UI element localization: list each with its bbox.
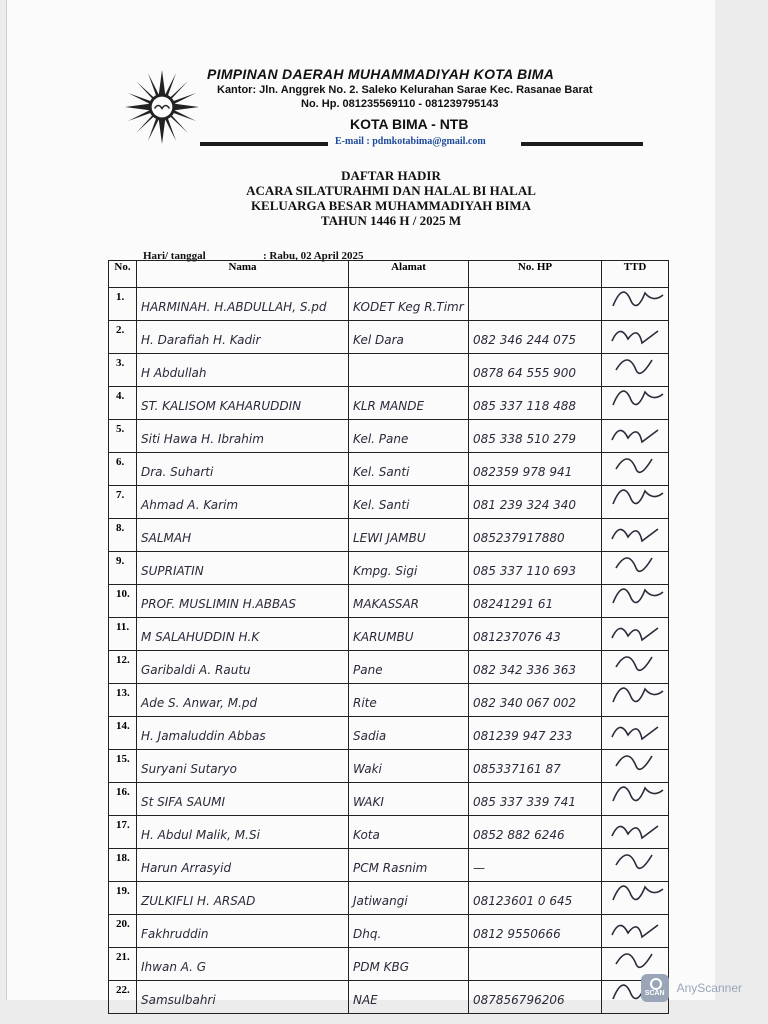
attendee-phone: 081237076 43 <box>469 618 602 651</box>
attendee-phone: 082 346 244 075 <box>469 321 602 354</box>
doc-title: DAFTAR HADIR <box>341 168 441 183</box>
attendee-phone <box>469 948 602 981</box>
signature-cell <box>602 420 669 453</box>
date-label: Hari/ tanggal <box>143 250 206 262</box>
attendee-name: Dra. Suharti <box>137 453 349 486</box>
col-header-hp: No. HP <box>469 261 602 288</box>
attendee-address: MAKASSAR <box>349 585 469 618</box>
row-number: 7. <box>109 486 137 519</box>
handwritten-signature <box>608 515 668 549</box>
attendee-name: ZULKIFLI H. ARSAD <box>137 882 349 915</box>
signature-cell <box>602 618 669 651</box>
signature-cell <box>602 519 669 552</box>
handwritten-signature <box>608 845 668 879</box>
table-row <box>109 420 669 453</box>
signature-cell <box>602 783 669 816</box>
scanner-watermark <box>641 974 742 1002</box>
signature-cell <box>602 816 669 849</box>
attendee-address: PCM Rasnim <box>349 849 469 882</box>
attendee-name: M SALAHUDDIN H.K <box>137 618 349 651</box>
handwritten-signature <box>608 944 668 978</box>
handwritten-signature <box>608 416 668 450</box>
attendee-phone: 0878 64 555 900 <box>469 354 602 387</box>
row-number: 14. <box>109 717 137 750</box>
signature-cell <box>602 882 669 915</box>
table-header-row <box>109 261 669 288</box>
attendee-name: Ihwan A. G <box>137 948 349 981</box>
signature-cell <box>602 552 669 585</box>
office-phone: No. Hp. 081235569110 - 081239795143 <box>301 98 499 110</box>
table-row <box>109 453 669 486</box>
table-row <box>109 816 669 849</box>
handwritten-signature <box>608 317 668 351</box>
attendee-address: PDM KBG <box>349 948 469 981</box>
row-number: 6. <box>109 453 137 486</box>
table-row <box>109 585 669 618</box>
table-row <box>109 387 669 420</box>
signature-cell <box>602 750 669 783</box>
table-row <box>109 354 669 387</box>
attendee-address: KODET Keg R.Timr <box>349 288 469 321</box>
attendee-phone: 082359 978 941 <box>469 453 602 486</box>
attendee-address: Waki <box>349 750 469 783</box>
attendee-name: Ahmad A. Karim <box>137 486 349 519</box>
attendee-phone: 08241291 61 <box>469 585 602 618</box>
attendee-address: Kel. Santi <box>349 486 469 519</box>
col-header-no: No. <box>109 261 137 288</box>
col-header-nama: Nama <box>137 261 349 288</box>
attendee-name: Samsulbahri <box>137 981 349 1014</box>
attendee-name: St SIFA SAUMI <box>137 783 349 816</box>
handwritten-signature <box>608 383 668 417</box>
signature-cell <box>602 354 669 387</box>
organization-name: PIMPINAN DAERAH MUHAMMADIYAH KOTA BIMA <box>207 66 555 82</box>
header-rule-left <box>200 142 328 146</box>
attendee-address: Pane <box>349 651 469 684</box>
attendee-phone: — <box>469 849 602 882</box>
row-number: 19. <box>109 882 137 915</box>
row-number: 5. <box>109 420 137 453</box>
signature-cell <box>602 585 669 618</box>
date-value: : Rabu, 02 April 2025 <box>263 250 364 262</box>
row-number: 20. <box>109 915 137 948</box>
row-number: 3. <box>109 354 137 387</box>
signature-cell <box>602 453 669 486</box>
doc-subtitle-year: TAHUN 1446 H / 2025 M <box>320 213 462 228</box>
attendee-address: KLR MANDE <box>349 387 469 420</box>
attendee-name: H. Darafiah H. Kadir <box>137 321 349 354</box>
attendee-phone: 085 337 339 741 <box>469 783 602 816</box>
watermark-label: AnyScanner <box>676 981 742 995</box>
attendee-address <box>349 354 469 387</box>
attendee-address: Rite <box>349 684 469 717</box>
attendee-address: Jatiwangi <box>349 882 469 915</box>
table-row <box>109 750 669 783</box>
muhammadiyah-sun-logo <box>125 70 199 144</box>
table-row <box>109 288 669 321</box>
handwritten-signature <box>608 614 668 648</box>
scanner-camera-icon: SCAN <box>641 974 669 1002</box>
handwritten-signature <box>608 581 668 615</box>
attendee-phone: 082 340 067 002 <box>469 684 602 717</box>
row-number: 13. <box>109 684 137 717</box>
handwritten-signature <box>608 449 668 483</box>
table-row <box>109 948 669 981</box>
attendee-name: Ade S. Anwar, M.pd <box>137 684 349 717</box>
table-row <box>109 849 669 882</box>
table-row <box>109 717 669 750</box>
signature-cell <box>602 288 669 321</box>
attendee-name: PROF. MUSLIMIN H.ABBAS <box>137 585 349 618</box>
col-header-alamat: Alamat <box>349 261 469 288</box>
doc-subtitle-event: ACARA SILATURAHMI DAN HALAL BI HALAL <box>246 183 536 198</box>
row-number: 21. <box>109 948 137 981</box>
signature-cell <box>602 321 669 354</box>
table-row <box>109 915 669 948</box>
row-number: 4. <box>109 387 137 420</box>
row-number: 1. <box>109 288 137 321</box>
attendance-table <box>108 260 669 1014</box>
signature-cell <box>602 684 669 717</box>
attendee-name: Suryani Sutaryo <box>137 750 349 783</box>
signature-cell <box>602 486 669 519</box>
attendee-address: WAKI <box>349 783 469 816</box>
handwritten-signature <box>608 284 668 318</box>
table-row <box>109 651 669 684</box>
signature-cell <box>602 849 669 882</box>
row-number: 15. <box>109 750 137 783</box>
handwritten-signature <box>608 713 668 747</box>
handwritten-signature <box>608 482 668 516</box>
header-rule-right <box>521 142 643 146</box>
handwritten-signature <box>608 779 668 813</box>
attendee-address: Kel. Santi <box>349 453 469 486</box>
row-number: 2. <box>109 321 137 354</box>
attendee-name: H. Jamaluddin Abbas <box>137 717 349 750</box>
attendee-name: HARMINAH. H.ABDULLAH, S.pd <box>137 288 349 321</box>
handwritten-signature <box>608 746 668 780</box>
table-row <box>109 519 669 552</box>
attendee-address: Kmpg. Sigi <box>349 552 469 585</box>
handwritten-signature <box>608 647 668 681</box>
attendee-phone: 08123601 0 645 <box>469 882 602 915</box>
attendee-address: Kel. Pane <box>349 420 469 453</box>
attendee-phone: 085 338 510 279 <box>469 420 602 453</box>
signature-cell <box>602 717 669 750</box>
signature-cell <box>602 651 669 684</box>
attendee-phone: 082 342 336 363 <box>469 651 602 684</box>
office-address: Kantor: Jln. Anggrek No. 2. Saleko Kelurahan Sarae Kec. Rasanae Barat <box>217 84 593 96</box>
handwritten-signature <box>608 680 668 714</box>
attendee-phone: 0812 9550666 <box>469 915 602 948</box>
table-row <box>109 552 669 585</box>
table-row <box>109 486 669 519</box>
table-row <box>109 321 669 354</box>
row-number: 9. <box>109 552 137 585</box>
handwritten-signature <box>608 812 668 846</box>
attendee-address: KARUMBU <box>349 618 469 651</box>
attendee-name: Fakhruddin <box>137 915 349 948</box>
handwritten-signature <box>608 911 668 945</box>
attendee-phone: 0852 882 6246 <box>469 816 602 849</box>
row-number: 11. <box>109 618 137 651</box>
attendee-name: Siti Hawa H. Ibrahim <box>137 420 349 453</box>
table-row <box>109 684 669 717</box>
attendee-phone: 081239 947 233 <box>469 717 602 750</box>
signature-cell <box>602 387 669 420</box>
row-number: 22. <box>109 981 137 1014</box>
attendee-address: Dhq. <box>349 915 469 948</box>
row-number: 18. <box>109 849 137 882</box>
attendee-address: NAE <box>349 981 469 1014</box>
row-number: 17. <box>109 816 137 849</box>
handwritten-signature <box>608 878 668 912</box>
attendee-address: LEWI JAMBU <box>349 519 469 552</box>
attendee-phone: 087856796206 <box>469 981 602 1014</box>
attendee-name: SALMAH <box>137 519 349 552</box>
attendee-phone: 081 239 324 340 <box>469 486 602 519</box>
attendee-name: ST. KALISOM KAHARUDDIN <box>137 387 349 420</box>
attendee-address: Kel Dara <box>349 321 469 354</box>
row-number: 16. <box>109 783 137 816</box>
attendee-address: Kota <box>349 816 469 849</box>
handwritten-signature <box>608 548 668 582</box>
table-row <box>109 783 669 816</box>
attendee-phone: 085 337 118 488 <box>469 387 602 420</box>
doc-subtitle-family: KELUARGA BESAR MUHAMMADIYAH BIMA <box>250 198 532 213</box>
attendee-address: Sadia <box>349 717 469 750</box>
row-number: 8. <box>109 519 137 552</box>
attendee-phone: 085337161 87 <box>469 750 602 783</box>
table-row <box>109 981 669 1014</box>
row-number: 12. <box>109 651 137 684</box>
attendee-name: H Abdullah <box>137 354 349 387</box>
city-label: KOTA BIMA - NTB <box>350 116 469 132</box>
attendee-name: Harun Arrasyid <box>137 849 349 882</box>
signature-cell <box>602 915 669 948</box>
attendee-phone: 085 337 110 693 <box>469 552 602 585</box>
row-number: 10. <box>109 585 137 618</box>
table-row <box>109 618 669 651</box>
attendee-name: Garibaldi A. Rautu <box>137 651 349 684</box>
attendee-phone <box>469 288 602 321</box>
attendee-name: SUPRIATIN <box>137 552 349 585</box>
table-row <box>109 882 669 915</box>
attendee-name: H. Abdul Malik, M.Si <box>137 816 349 849</box>
col-header-ttd: TTD <box>602 261 669 288</box>
handwritten-signature <box>608 350 668 384</box>
attendee-phone: 085237917880 <box>469 519 602 552</box>
office-email: E-mail : pdmkotabima@gmail.com <box>335 136 486 147</box>
